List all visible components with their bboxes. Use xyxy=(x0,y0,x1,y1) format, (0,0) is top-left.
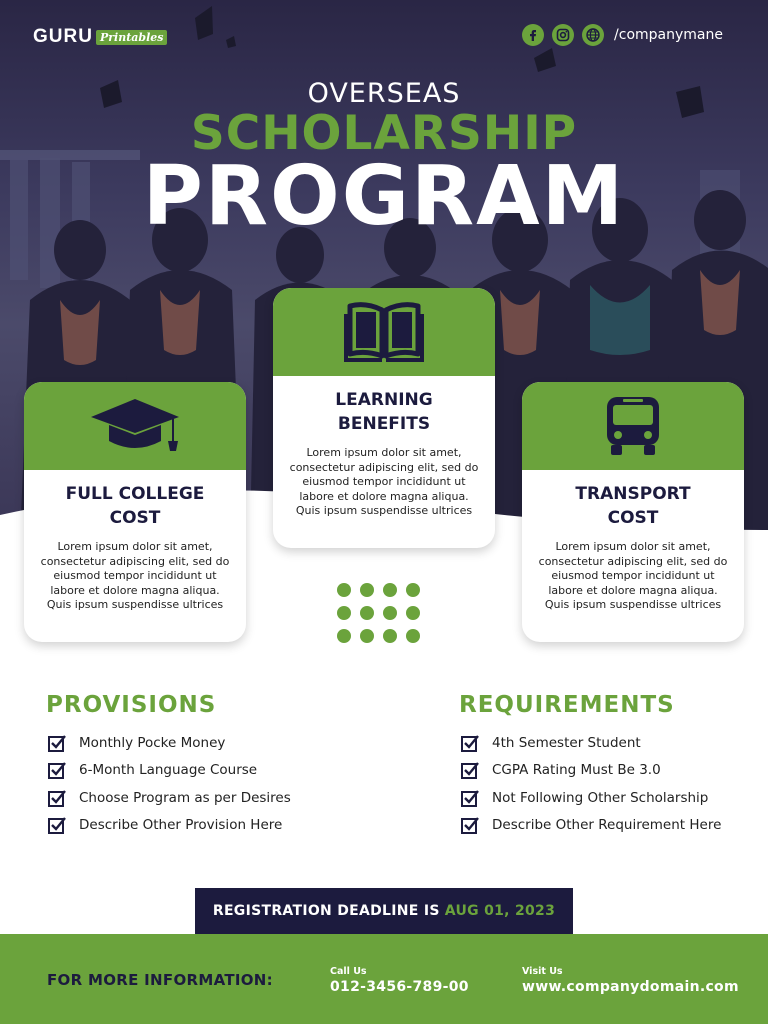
list-item xyxy=(48,784,291,812)
bus-icon xyxy=(605,395,661,457)
social-links xyxy=(522,24,723,46)
dot xyxy=(383,583,397,597)
visit-us-label: Visit Us xyxy=(522,966,563,977)
deadline-label: REGISTRATION DEADLINE IS xyxy=(212,903,440,919)
checkbox-checked-icon xyxy=(48,816,66,834)
dot xyxy=(383,629,397,643)
title-program: PROGRAM xyxy=(142,149,626,244)
card-title xyxy=(24,482,246,530)
checkbox-checked-icon xyxy=(461,816,479,834)
card-title-line1: FULL COLLEGE xyxy=(65,484,205,504)
card-header xyxy=(522,382,744,470)
list-item-text: Not Following Other Scholarship xyxy=(492,789,709,806)
card-learning-benefits xyxy=(273,288,495,548)
card-title xyxy=(522,482,744,530)
dot xyxy=(406,583,420,597)
decorative-dots xyxy=(337,583,420,643)
card-full-college-cost xyxy=(24,382,246,642)
list-item-text: 6-Month Language Course xyxy=(79,762,258,779)
footer xyxy=(0,934,768,1024)
dot xyxy=(360,583,374,597)
requirements-list xyxy=(461,729,721,839)
globe-icon[interactable] xyxy=(582,24,604,46)
list-item xyxy=(48,812,291,840)
list-item-text: CGPA Rating Must Be 3.0 xyxy=(492,762,661,779)
dot xyxy=(337,606,351,620)
dot xyxy=(360,606,374,620)
card-text: Lorem ipsum dolor sit amet, consectetur adipiscing elit, sed do eiusmod tempor incididunt ut labore et dolore magna aliqua. Quis ipsum suspendisse ultrices xyxy=(289,446,479,517)
provisions-list xyxy=(48,729,291,839)
requirements-heading: REQUIREMENTS xyxy=(459,692,675,718)
dot xyxy=(337,629,351,643)
list-item-text: 4th Semester Student xyxy=(492,734,641,751)
dot xyxy=(406,629,420,643)
checkbox-checked-icon xyxy=(461,761,479,779)
list-item-text: Describe Other Provision Here xyxy=(79,817,283,834)
list-item xyxy=(461,784,721,812)
card-header xyxy=(24,382,246,470)
call-us-label: Call Us xyxy=(330,966,367,977)
title-overseas: OVERSEAS xyxy=(307,78,461,109)
list-item xyxy=(461,812,721,840)
provisions-heading: PROVISIONS xyxy=(46,692,217,718)
brand-sub: Printables xyxy=(96,30,168,45)
checkbox-checked-icon xyxy=(48,734,66,752)
checkbox-checked-icon xyxy=(48,789,66,807)
card-title-line1: LEARNING xyxy=(335,390,433,410)
list-item-text: Monthly Pocke Money xyxy=(79,734,226,751)
list-item xyxy=(48,757,291,785)
card-title-line2: BENEFITS xyxy=(337,414,431,434)
card-transport-cost xyxy=(522,382,744,642)
list-item xyxy=(461,757,721,785)
card-title xyxy=(273,388,495,436)
graduation-cap-icon xyxy=(89,397,181,455)
phone-number[interactable]: 012-3456-789-00 xyxy=(330,979,469,995)
card-title-line2: COST xyxy=(607,508,659,528)
checkbox-checked-icon xyxy=(461,789,479,807)
dot xyxy=(337,583,351,597)
list-item-text: Describe Other Requirement Here xyxy=(492,817,722,834)
list-item xyxy=(48,729,291,757)
card-title-line2: COST xyxy=(109,508,161,528)
open-book-icon xyxy=(344,300,424,364)
list-item xyxy=(461,729,721,757)
list-item-text: Choose Program as per Desires xyxy=(79,789,291,806)
dot xyxy=(406,606,420,620)
card-header xyxy=(273,288,495,376)
card-text: Lorem ipsum dolor sit amet, consectetur adipiscing elit, sed do eiusmod tempor incididunt ut labore et dolore magna aliqua. Quis ipsum suspendisse ultrices xyxy=(538,540,728,611)
dot xyxy=(383,606,397,620)
title-scholarship: SCHOLARSHIP xyxy=(190,106,578,161)
brand-logo xyxy=(33,26,167,48)
instagram-icon[interactable] xyxy=(552,24,574,46)
facebook-icon[interactable] xyxy=(522,24,544,46)
registration-deadline-banner xyxy=(195,888,573,934)
deadline-date: AUG 01, 2023 xyxy=(444,903,556,919)
card-title-line1: TRANSPORT xyxy=(575,484,691,504)
footer-info-label: FOR MORE INFORMATION: xyxy=(47,971,273,989)
dot xyxy=(360,629,374,643)
checkbox-checked-icon xyxy=(48,761,66,779)
brand-name: GURU xyxy=(33,26,93,47)
card-text: Lorem ipsum dolor sit amet, consectetur adipiscing elit, sed do eiusmod tempor incididunt ut labore et dolore magna aliqua. Quis ipsum suspendisse ultrices xyxy=(40,540,230,611)
social-handle[interactable]: /companymane xyxy=(614,27,723,43)
website-link[interactable]: www.companydomain.com xyxy=(522,979,739,995)
checkbox-checked-icon xyxy=(461,734,479,752)
